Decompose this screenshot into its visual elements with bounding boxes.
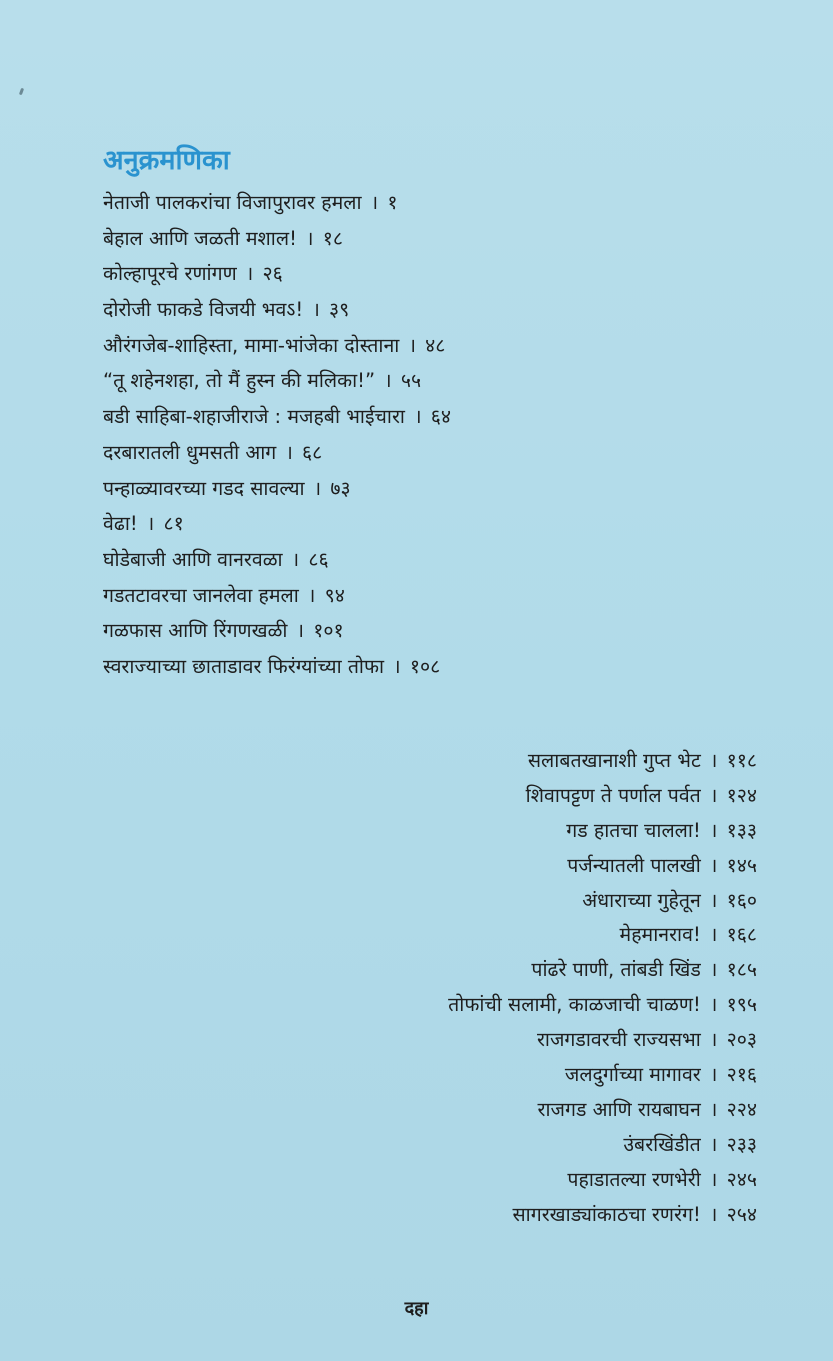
toc-separator: । bbox=[709, 993, 718, 1017]
toc-separator: । bbox=[709, 853, 718, 877]
toc-entry-title: तोफांची सलामी, काळजाची चाळण! bbox=[448, 993, 701, 1017]
toc-entry-page: ११८ bbox=[726, 749, 757, 772]
toc-entry-title: गळफास आणि रिंगणखळी bbox=[103, 619, 288, 643]
toc-separator: । bbox=[146, 512, 155, 536]
toc-entry-title: शिवापट्टण ते पर्णाल पर्वत bbox=[525, 783, 701, 807]
toc-separator: । bbox=[245, 262, 254, 286]
toc-separator: । bbox=[709, 888, 718, 912]
toc-entry bbox=[103, 542, 451, 578]
toc-entry-title: अंधाराच्या गुहेतून bbox=[582, 888, 701, 912]
toc-entry-title: नेताजी पालकरांचा विजापुरावर हमला bbox=[103, 191, 362, 214]
toc-entry-title: औरंगजेब-शाहिस्ता, मामा-भांजेका दोस्ताना bbox=[103, 333, 400, 357]
toc-list-left bbox=[103, 185, 451, 685]
toc-entry-page: ८६ bbox=[308, 547, 329, 571]
toc-separator: । bbox=[709, 783, 718, 807]
toc-entry bbox=[448, 884, 757, 919]
toc-separator: । bbox=[709, 1132, 718, 1156]
toc-entry-page: ६४ bbox=[430, 405, 452, 429]
toc-separator: । bbox=[370, 191, 379, 214]
toc-entry-title: उंबरखिंडीत bbox=[623, 1132, 701, 1156]
toc-separator: । bbox=[709, 1063, 718, 1087]
toc-entry-title: गडतटावरचा जानलेवा हमला bbox=[103, 583, 299, 607]
toc-entry-page: १४५ bbox=[726, 853, 757, 877]
toc-entry bbox=[448, 849, 757, 884]
toc-entry-title: पन्हाळ्यावरच्या गडद सावल्या bbox=[103, 476, 305, 500]
toc-separator: । bbox=[306, 226, 314, 250]
toc-entry bbox=[103, 578, 451, 614]
toc-separator: । bbox=[393, 654, 401, 678]
toc-entry-page: १२४ bbox=[726, 783, 757, 807]
toc-separator: । bbox=[709, 1202, 718, 1226]
toc-entry bbox=[448, 1198, 757, 1233]
toc-entry bbox=[103, 471, 451, 507]
toc-entry-title: पहाडातल्या रणभेरी bbox=[567, 1167, 701, 1191]
toc-separator: । bbox=[709, 923, 718, 947]
toc-entry bbox=[448, 1058, 757, 1093]
toc-separator: । bbox=[308, 583, 316, 607]
toc-entry-page: १०१ bbox=[313, 619, 344, 643]
toc-entry-page: ९४ bbox=[324, 583, 345, 607]
toc-separator: । bbox=[408, 333, 416, 357]
toc-entry bbox=[103, 613, 451, 649]
toc-entry bbox=[103, 221, 451, 257]
toc-separator: । bbox=[709, 1028, 718, 1052]
page-title: अनुक्रमणिका bbox=[103, 145, 230, 177]
toc-entry-title: मेहमानराव! bbox=[619, 923, 701, 947]
toc-entry-page: १६८ bbox=[726, 923, 757, 947]
toc-entry-title: राजगडावरची राज्यसभा bbox=[536, 1028, 701, 1052]
toc-entry bbox=[103, 399, 451, 435]
toc-entry bbox=[103, 256, 451, 292]
toc-entry-page: २०३ bbox=[726, 1028, 757, 1052]
toc-separator: । bbox=[384, 369, 392, 393]
toc-separator: । bbox=[709, 1167, 718, 1191]
toc-entry-title: बडी साहिबा-शहाजीराजे : मजहबी भाईचारा bbox=[103, 405, 405, 429]
toc-entry bbox=[448, 1128, 757, 1163]
toc-list-right bbox=[448, 744, 757, 1232]
toc-entry bbox=[103, 435, 451, 471]
toc-entry-title: वेढा! bbox=[103, 512, 138, 536]
paper-speck bbox=[19, 88, 24, 96]
toc-entry-page: ८१ bbox=[163, 512, 184, 536]
toc-entry-page: ६८ bbox=[302, 440, 323, 464]
toc-entry bbox=[103, 328, 451, 364]
page-number-footer: दहा bbox=[404, 1298, 429, 1319]
toc-entry bbox=[448, 1023, 757, 1058]
toc-entry-title: राजगड आणि रायबाघन bbox=[537, 1097, 701, 1121]
toc-entry bbox=[103, 649, 451, 685]
toc-entry-title: स्वराज्याच्या छाताडावर फिरंग्यांच्या तोफा bbox=[103, 654, 385, 678]
toc-entry-page: ५५ bbox=[400, 369, 422, 393]
toc-separator: । bbox=[296, 619, 305, 643]
toc-entry bbox=[448, 1163, 757, 1198]
toc-entry bbox=[448, 918, 757, 953]
toc-entry-page: २६ bbox=[262, 262, 283, 286]
toc-entry-page: २५४ bbox=[726, 1202, 757, 1226]
toc-entry bbox=[448, 988, 757, 1023]
toc-separator: । bbox=[709, 958, 718, 982]
toc-entry-title: घोडेबाजी आणि वानरवळा bbox=[103, 547, 283, 571]
toc-entry-title: बेहाल आणि जळती मशाल! bbox=[103, 226, 297, 250]
toc-entry-page: २१६ bbox=[726, 1063, 757, 1087]
toc-entry-title: सागरखाड्यांकाठचा रणरंग! bbox=[512, 1202, 701, 1226]
toc-entry-page: १०८ bbox=[409, 654, 441, 678]
toc-entry-title: जलदुर्गाच्या मागावर bbox=[564, 1063, 701, 1087]
toc-entry bbox=[103, 292, 451, 328]
toc-entry-title: “तू शहेनशहा, तो मैं हुस्न की मलिका!” bbox=[103, 369, 376, 393]
toc-separator: । bbox=[709, 1097, 718, 1121]
toc-separator: । bbox=[312, 298, 320, 322]
toc-entry bbox=[448, 814, 757, 849]
toc-entry-page: २३३ bbox=[726, 1132, 757, 1156]
toc-entry-title: दोरोजी फाकडे विजयी भवऽ! bbox=[103, 298, 304, 322]
toc-entry-title: सलाबतखानाशी गुप्त भेट bbox=[527, 749, 701, 772]
toc-entry-page: १ bbox=[387, 191, 398, 214]
toc-entry-page: १८ bbox=[322, 226, 343, 250]
toc-entry-title: पांढरे पाणी, तांबडी खिंड bbox=[531, 958, 701, 982]
toc-separator: । bbox=[285, 440, 293, 464]
toc-entry-page: ७३ bbox=[330, 476, 351, 500]
toc-entry-page: २२४ bbox=[726, 1097, 757, 1121]
toc-entry-title: दरबारातली धुमसती आग bbox=[103, 440, 277, 464]
toc-entry bbox=[103, 506, 451, 542]
toc-entry-page: ३९ bbox=[329, 298, 350, 322]
toc-entry bbox=[103, 185, 451, 221]
toc-entry-page: १३३ bbox=[726, 818, 757, 842]
toc-entry-page: १९५ bbox=[726, 993, 757, 1017]
toc-separator: । bbox=[313, 476, 322, 500]
toc-entry bbox=[448, 779, 757, 814]
toc-separator: । bbox=[709, 749, 718, 772]
toc-entry-title: कोल्हापूरचे रणांगण bbox=[103, 262, 237, 286]
toc-entry bbox=[103, 363, 451, 399]
toc-entry-page: १६० bbox=[726, 888, 757, 912]
toc-separator: । bbox=[291, 547, 300, 571]
toc-entry-title: पर्जन्यातली पालखी bbox=[567, 853, 701, 877]
toc-entry bbox=[448, 953, 757, 988]
toc-entry bbox=[448, 744, 757, 779]
toc-separator: । bbox=[414, 405, 422, 429]
toc-entry-page: १८५ bbox=[726, 958, 757, 982]
toc-entry-title: गड हातचा चालला! bbox=[566, 818, 701, 842]
toc-separator: । bbox=[709, 818, 718, 842]
toc-entry-page: ४८ bbox=[425, 333, 446, 357]
toc-entry-page: २४५ bbox=[726, 1167, 757, 1191]
toc-entry bbox=[448, 1093, 757, 1128]
